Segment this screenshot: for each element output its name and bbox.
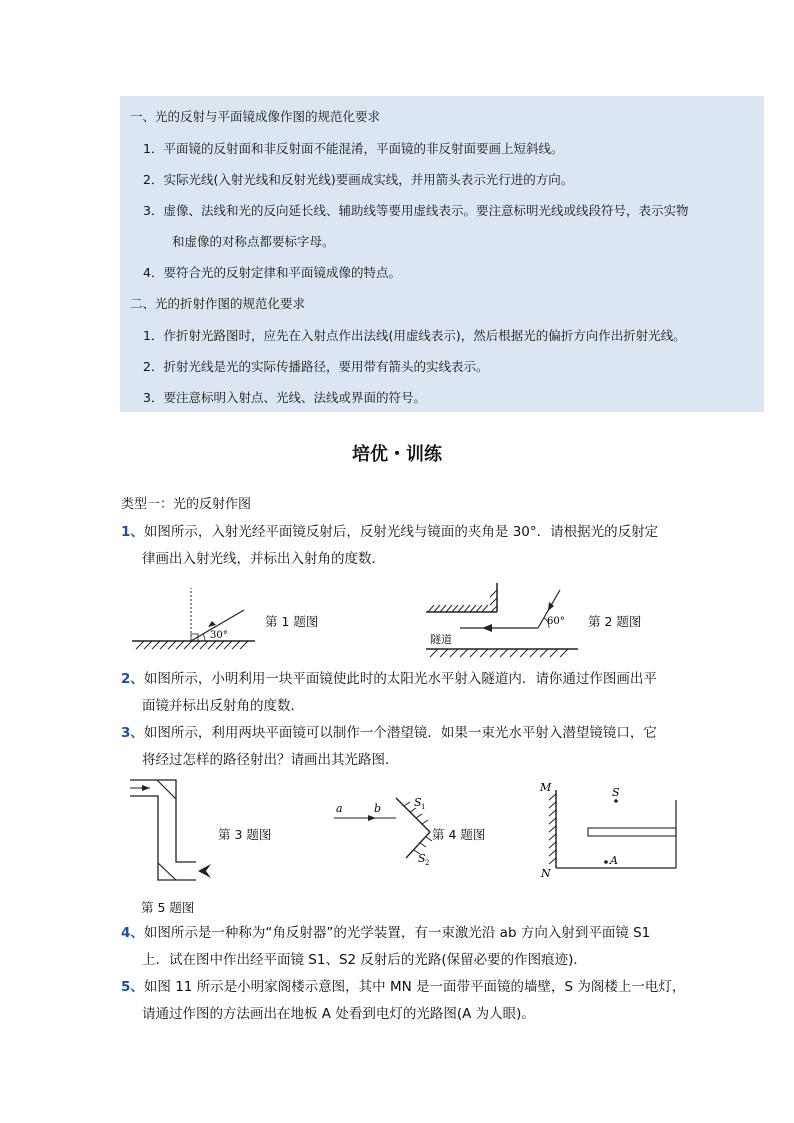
refraction-item: 1．作折射光路图时，应先在入射点作出法线(用虚线表示)，然后根据光的偏折方向作出折射光线。 xyxy=(143,328,686,343)
type-label: 类型一：光的反射作图 xyxy=(121,497,252,512)
fig5-attic-floor xyxy=(588,828,676,836)
fig5-label-s: S xyxy=(612,786,620,799)
refraction-item: 3．要注意标明入射点、光线、法线或界面的符号。 xyxy=(143,390,426,405)
question-1-line-2: 律画出入射光线，并标出入射角的度数． xyxy=(142,551,385,567)
section-title: 培优・训练 xyxy=(352,444,442,465)
refraction-heading: 二、光的折射作图的规范化要求 xyxy=(130,296,306,311)
question-2-text: 如图所示，小明利用一块平面镜使此时的太阳光水平射入隧道内．请你通过作图画出平 xyxy=(143,671,657,687)
fig4-label-s2-sub: 2 xyxy=(425,859,430,867)
fig4-label-s1: S xyxy=(414,796,422,809)
question-3-text: 如图所示，利用两块平面镜可以制作一个潜望镜．如果一束光水平射入潜望镜镜口，它 xyxy=(143,725,657,741)
figure-2-tunnel-label: 隧道 xyxy=(430,633,452,646)
figure-1-caption: 第 1 题图 xyxy=(265,614,319,629)
question-3-line-2: 将经过怎样的路径射出？请画出其光路图． xyxy=(142,752,399,768)
reflection-heading: 一、光的反射与平面镜成像作图的规范化要求 xyxy=(130,109,381,124)
refraction-item: 2．折射光线是光的实际传播路径，要用带有箭头的实线表示。 xyxy=(143,359,489,374)
fig5-label-n: N xyxy=(541,867,551,880)
question-2-line-2: 面镜并标出反射角的度数． xyxy=(142,698,304,714)
fig4-label-a: a xyxy=(336,802,343,815)
question-5-number: 5、 xyxy=(121,979,144,995)
question-4-text: 如图所示是一种称为“角反射器”的光学装置，有一束激光沿 ab 方向入射到平面镜 S1 xyxy=(143,925,651,941)
figure-5-caption: 第 5 题图 xyxy=(141,900,195,915)
reflection-item-continued: 和虚像的对称点都要标字母。 xyxy=(172,234,335,249)
question-5-line-2: 请通过作图的方法画出在地板 A 处看到电灯的光路图(A 为人眼)。 xyxy=(142,1006,535,1022)
question-4-number: 4、 xyxy=(121,925,144,941)
reflection-item: 4．要符合光的反射定律和平面镜成像的特点。 xyxy=(143,265,401,280)
fig4-label-s2: S xyxy=(418,852,426,865)
fig5-lamp-point xyxy=(614,799,618,803)
reflection-item: 3．虚像、法线和光的反向延长线、辅助线等要用虚线表示。要注意标明光线或线段符号，表示实物 xyxy=(143,203,689,218)
reflection-item: 1．平面镜的反射面和非反射面不能混淆，平面镜的非反射面要画上短斜线。 xyxy=(143,141,564,156)
fig5-mirror-hatching xyxy=(549,794,556,864)
fig1-angle-label: 30° xyxy=(210,630,228,641)
figure-2-caption: 第 2 题图 xyxy=(588,614,642,629)
fig5-eye-point xyxy=(604,860,608,864)
fig2-angle-label: 60° xyxy=(547,616,565,627)
question-1-text: 如图所示，入射光经平面镜反射后，反射光线与镜面的夹角是 30°．请根据光的反射定 xyxy=(143,524,659,540)
question-5-line-1 xyxy=(121,978,685,996)
question-5-text: 如图 11 所示是小明家阁楼示意图，其中 MN 是一面带平面镜的墙壁，S 为阁楼上一电灯， xyxy=(143,979,686,995)
question-3-number: 3、 xyxy=(121,725,144,741)
fig5-label-m: M xyxy=(540,781,552,794)
question-4-line-1 xyxy=(121,924,650,942)
fig5-label-a: A xyxy=(610,854,618,867)
question-2-number: 2、 xyxy=(121,671,144,687)
figure-3-caption: 第 3 题图 xyxy=(218,827,272,842)
fig4-label-s1-sub: 1 xyxy=(421,803,426,811)
question-1-number: 1、 xyxy=(121,524,144,540)
fig4-label-b: b xyxy=(374,802,382,815)
figure-4-caption: 第 4 题图 xyxy=(432,827,486,842)
reflection-item: 2．实际光线(入射光线和反射光线)要画成实线，并用箭头表示光行进的方向。 xyxy=(143,172,574,187)
question-4-line-2: 上．试在图中作出经平面镜 S1、S2 反射后的光路(保留必要的作图痕迹)． xyxy=(142,952,587,968)
